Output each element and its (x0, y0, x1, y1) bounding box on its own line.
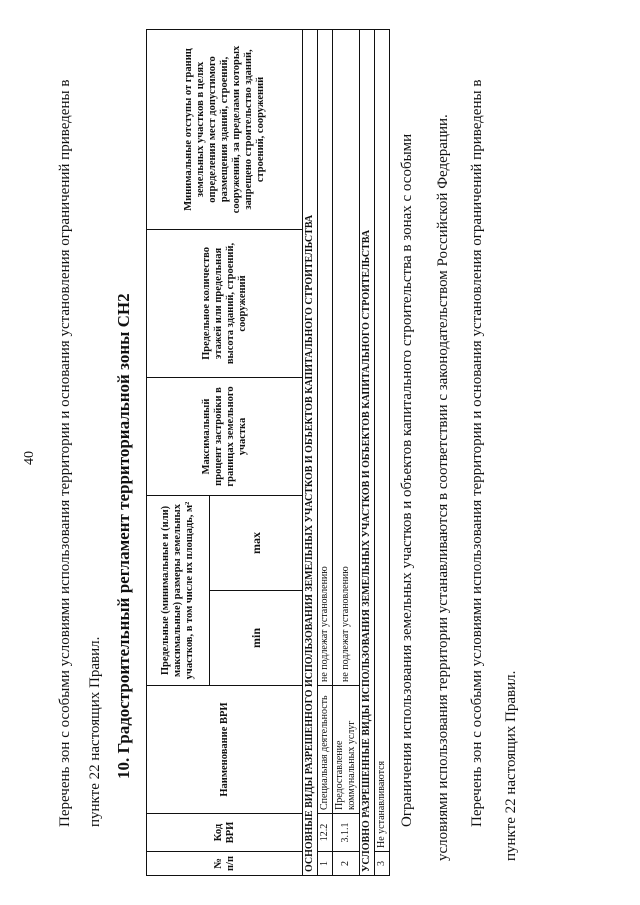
table-row (318, 29, 333, 875)
header-floors: Предельное количество этажей или предельная высота зданий, строений, сооружений (147, 229, 303, 377)
section-heading: 10. Градостроительный регламент территориальной зоны СН2 (114, 293, 133, 779)
header-name: Наименование ВРИ (147, 686, 303, 814)
header-setbacks: Минимальные отступы от границ земельных участков в целях определения мест допустимого размещения зданий, строений, сооружений, за пределами которых запрещено строительство зданий, строений, сооружений (147, 29, 303, 229)
row-code: 12.2 (318, 814, 333, 852)
row-value: не подлежат установлению (333, 29, 360, 685)
page-number: 40 (22, 451, 37, 465)
row-value: Не устанавливаются (375, 29, 390, 851)
zones-paragraph-line2: пункте 22 настоящих Правил. (503, 670, 519, 861)
row-value: не подлежат установлению (318, 29, 333, 685)
row-num: 2 (333, 852, 360, 876)
restrictions-paragraph-line2: условиями использования территории устанавливаются в соответствии с законодательством Российской Федерации. (435, 114, 451, 861)
row-name: Специальная деятельность (318, 686, 333, 814)
header-percent: Максимальный процент застройки в границах земельного участка (147, 377, 303, 495)
intro-paragraph-line1: Перечень зон с особыми условиями использования территории и основания установления ограничений приведены в (57, 79, 73, 827)
table-row (333, 29, 360, 875)
header-sizes: Предельные (минимальные и (или) максимальные) размеры земельных участков, в том числе их площадь, м² (147, 495, 210, 685)
table-row (375, 29, 390, 875)
row-name: Предоставление коммунальных услуг (333, 686, 360, 814)
header-num: № п/п (147, 852, 303, 876)
zones-paragraph-line1: Перечень зон с особыми условиями использования территории и основания установления ограничений приведены в (469, 79, 485, 827)
restrictions-paragraph-line1: Ограничения использования земельных участков и объектов капитального строительства в зонах с особыми (399, 133, 415, 827)
section-conditional-title: УСЛОВНО РАЗРЕШЕННЫЕ ВИДЫ ИСПОЛЬЗОВАНИЯ ЗЕМЕЛЬНЫХ УЧАСТКОВ И ОБЪЕКТОВ КАПИТАЛЬНОГО СТРОИТЕЛЬСТВА (360, 29, 375, 875)
intro-paragraph-line2: пункте 22 настоящих Правил. (87, 636, 103, 827)
header-min: min (210, 591, 303, 686)
header-code: Код ВРИ (147, 814, 303, 852)
regulation-table (146, 29, 390, 876)
section-main-title: ОСНОВНЫЕ ВИДЫ РАЗРЕШЕННОГО ИСПОЛЬЗОВАНИЯ ЗЕМЕЛЬНЫХ УЧАСТКОВ И ОБЪЕКТОВ КАПИТАЛЬНОГО СТРОИТЕЛЬСТВА (303, 29, 318, 875)
row-num: 1 (318, 852, 333, 876)
row-num: 3 (375, 852, 390, 876)
row-code: 3.1.1 (333, 814, 360, 852)
header-max: max (210, 495, 303, 590)
